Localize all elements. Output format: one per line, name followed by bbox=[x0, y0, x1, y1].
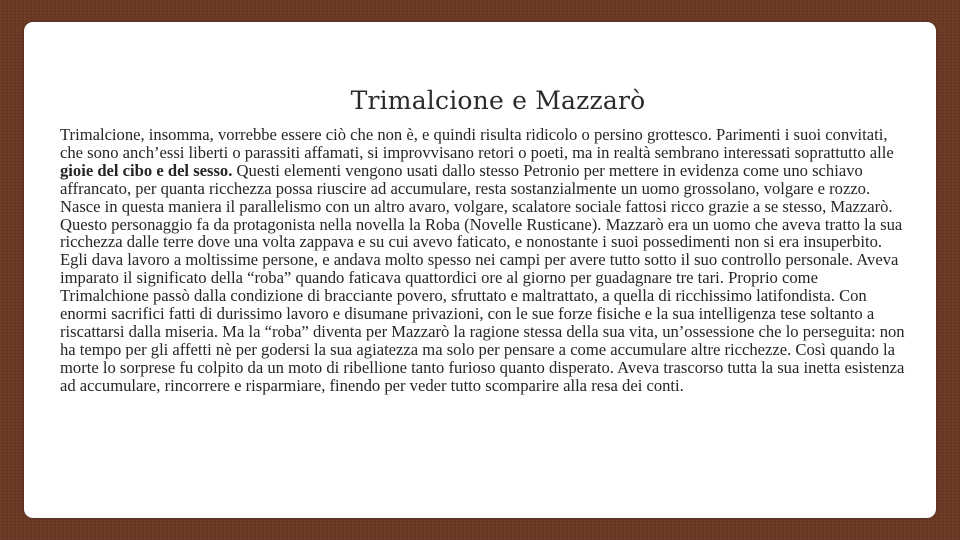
slide-body-text bbox=[60, 126, 910, 395]
slide-title: Trimalcione e Mazzarò bbox=[350, 86, 646, 115]
body-text-part-1: Trimalcione, insomma, vorrebbe essere ciò che non è, e quindi risulta ridicolo o persino grottesco. Parimenti i suoi convitati, che sono anch’essi liberti o parassiti affamati, si improvvisano retori o poeti, ma in realtà sembrano interessati soprattutto alle bbox=[60, 125, 894, 162]
body-text-bold: gioie del cibo e del sesso. bbox=[60, 160, 233, 180]
body-text-part-2: Questi elementi vengono usati dallo stesso Petronio per mettere in evidenza come uno schiavo affrancato, per quanta ricchezza possa riuscire ad accumulare, resta sostanzialmente un uomo grossolano, volgare e rozzo. Nasce in questa maniera il parallelismo con un altro avaro, volgare, scalatore sociale fattosi ricco grazie a se stesso, Mazzarò. Questo personaggio fa da protagonista nella novella la Roba (Novelle Rusticane). Mazzarò era un uomo che aveva tratto la sua ricchezza dalle terre dove una volta zappava e su cui avevo faticato, e nonostante i suoi possedimenti non si era insuperbito. Egli dava lavoro a moltissime persone, e andava molto spesso nei campi per avere tutto sotto il suo controllo personale. Aveva imparato il significato della “roba” quando faticava quattordici ore al giorno per guadagnare tre tari. Proprio come Trimalchione passò dalla condizione di bracciante povero, sfruttato e maltrattato, a quella di ricchissimo latifondista. Con enormi sacrifici fatti di durissimo lavoro e disumane privazioni, con le sue forze fisiche e la sua intelligenza tese soltanto a riscattarsi dalla miseria. Ma la “roba” diventa per Mazzarò la ragione stessa della sua vita, un’ossessione che lo perseguita: non ha tempo per gli affetti nè per godersi la sua agiatezza ma solo per pensare a come accumulare altre ricchezze. Così quando la morte lo sorprese fu colpito da un moto di ribellione tanto furioso quanto disperato. Aveva trascorso tutta la sua inetta esistenza ad accumulare, rincorrere e risparmiare, finendo per veder tutto scomparire alla resa dei conti. bbox=[60, 160, 905, 395]
